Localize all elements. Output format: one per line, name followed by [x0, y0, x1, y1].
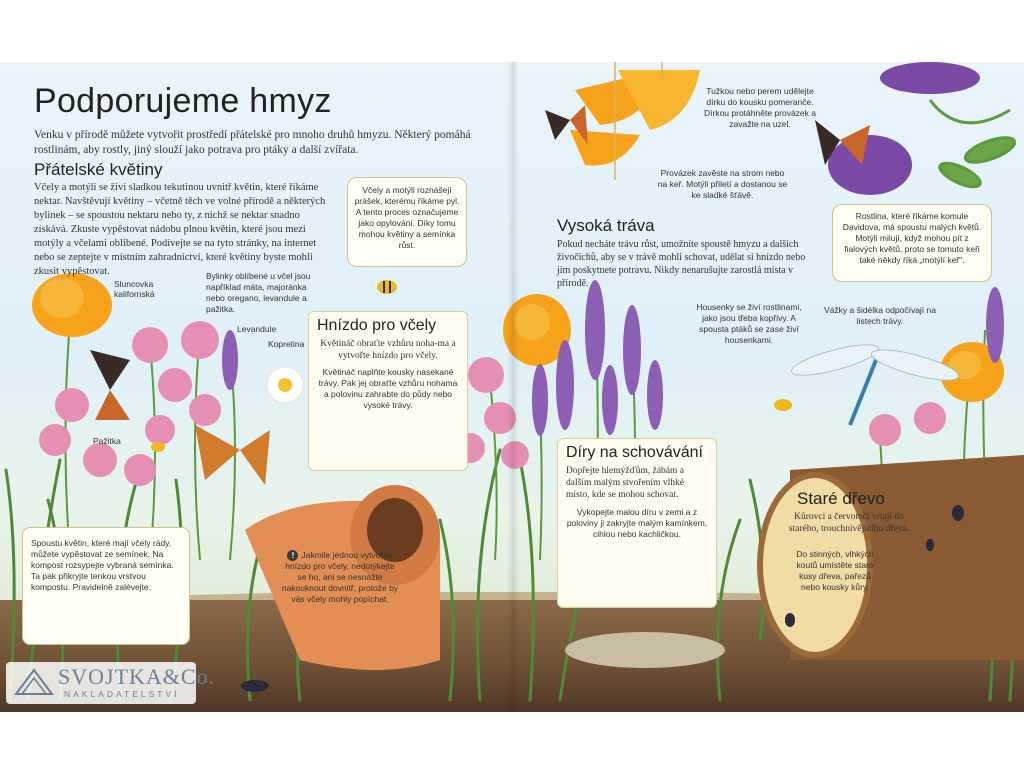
herbs-note: Bylinky oblíbené u včel jsou například máta, majoránka nebo oregano, levandule a pažitka.	[206, 271, 311, 314]
buddleia-note	[832, 204, 992, 282]
stone	[565, 632, 725, 668]
hiding-holes-text: Dopřejte hlemýžďům, žábám a dalším malým stvořením vlhké místo, kde se mohou schovat.	[566, 466, 684, 500]
tall-grass-text: Pokud necháte trávu růst, umožníte spoustě hmyzu a dalších živočichů, aby se v trávě mohli schovat, udělat si hnízdo nebo jim poskytnete potravu. Nikdy nenarušujte zarostlá místa v přírodě.	[557, 239, 806, 289]
old-wood-heading: Staré dřevo	[797, 489, 885, 508]
friendly-flowers-heading: Přátelské květiny	[34, 160, 163, 179]
seeds-note	[22, 527, 190, 645]
orange-note: Tužkou nebo perem udělejte dírku do kousku pomeranče. Dírkou protáhněte provázek a zavažte na uzel.	[704, 86, 816, 129]
pollen-note-text: Včely a motýli roznášejí prášek, kterému říkáme pyl. A tento proces označujeme jako opylování. Díky tomu mohou květiny a semínka růst.	[354, 185, 460, 250]
hiding-holes-panel	[557, 438, 717, 608]
bee-nest-warning-text: Jakmile jednou vytvoříte hnízdo pro včely, nedotýkejte se ho, ani se nesnažte nakouknout dovnitř, protože by vás včely mohly popíchat.	[281, 550, 399, 605]
label-chamomile: Kopretina	[268, 339, 305, 349]
hiding-holes-steps: Vykopejte malou díru v zemi a z poloviny ji zakryjte malým kamínkem, cihlou nebo kachličkou.	[566, 507, 708, 539]
old-wood-text: Kůrovci a červotoči vrtají do starého, trouchnivějícího dřeva.	[788, 512, 910, 534]
friendly-flowers-text: Včely a motýli se živí sladkou tekutinou uvnitř květin, které říkáme nektar. Navštěvují květiny – včetně těch ve volné přírodě a některých bylinek – se spoustou nektaru nebo ty, z nichž se nektar snadno získává. Zkuste vypěstovat nádobu plnou květin, které jsou mezi motýly a včelami oblíbené. Podívejte se na tyto stránky, na internet nebo se zeptejte v místním zahradnictví, které květiny byste mohli zkusit vypěstovat.	[34, 182, 326, 277]
hiding-holes-heading: Díry na schovávání	[566, 444, 703, 461]
label-chives: Pažitka	[93, 436, 121, 446]
page-gutter	[507, 62, 519, 712]
warning-icon: !	[287, 550, 298, 561]
bee-nest-text: Květináč obraťte vzhůru noha-ma a vytvořte hnízdo pro včely.	[320, 339, 456, 361]
seeds-note-text: Spoustu květin, které mají včely rády, můžete vypěstovat ze semínek. Na kompost rozsypejte vybraná semínka. Ta pak přikryjte tenkou vrstvou kompostu. Pravidelně zalévejte.	[31, 538, 174, 592]
poppy-flower-left	[32, 273, 112, 337]
string-note: Provázek zavěste na strom nebo na keř. Motýli přiletí a dostanou se ke sladké šťávě.	[657, 168, 788, 200]
orange-slices	[570, 62, 700, 180]
tall-grass-heading: Vysoká tráva	[557, 216, 655, 235]
logo-name: SVOJTKA&Co.	[58, 664, 216, 689]
bee-nest-steps: Květináč naplňte kousky nasekané trávy. Pak jej obraťte vzhůru nohama a polovinu zahrabte do půdy nebo vysoké trávy.	[318, 367, 458, 410]
bee-nest-panel	[308, 311, 468, 471]
bee-nest-heading: Hnízdo pro včely	[317, 317, 437, 334]
label-poppy: Sluncovka kalifornská	[114, 279, 155, 299]
intro-text: Venku v přírodě můžete vytvořit prostředí přátelské pro mnoho druhů hmyzu. Některý pomáhá rostlinám, aby rostly, jiný slouží jako potrava pro ptáky a další zvířata.	[34, 129, 471, 156]
page-title: Podporujeme hmyz	[34, 82, 332, 120]
bee-nest-warning	[280, 550, 400, 605]
chamomile-flower	[267, 367, 303, 403]
logo-sub: NAKLADATELSTVÍ	[64, 689, 180, 699]
buddleia-note-text: Rostlina, které říkáme komule Davidova, má spoustu malých květů. Motýli milují, když mohou pít z fialových květů, proto se tomuto keři také někdy říká „motýlí keř".	[842, 211, 982, 265]
old-wood-steps: Do stinných, vlhkých koutů umístěte staré kusy dřeva, pařezů nebo kousky kůry.	[796, 549, 874, 592]
pollen-note	[347, 177, 467, 267]
label-lavender: Levandule	[237, 324, 277, 334]
publisher-logo	[6, 662, 216, 704]
dragonfly-note: Vážky a šidélka odpočívají na listech trávy.	[824, 305, 936, 326]
logo-mark	[12, 664, 56, 702]
caterpillar-note: Housenky se živí rostlinami, jako jsou třeba kopřivy. A spousta ptáků se zase živí housenkami.	[696, 302, 802, 345]
